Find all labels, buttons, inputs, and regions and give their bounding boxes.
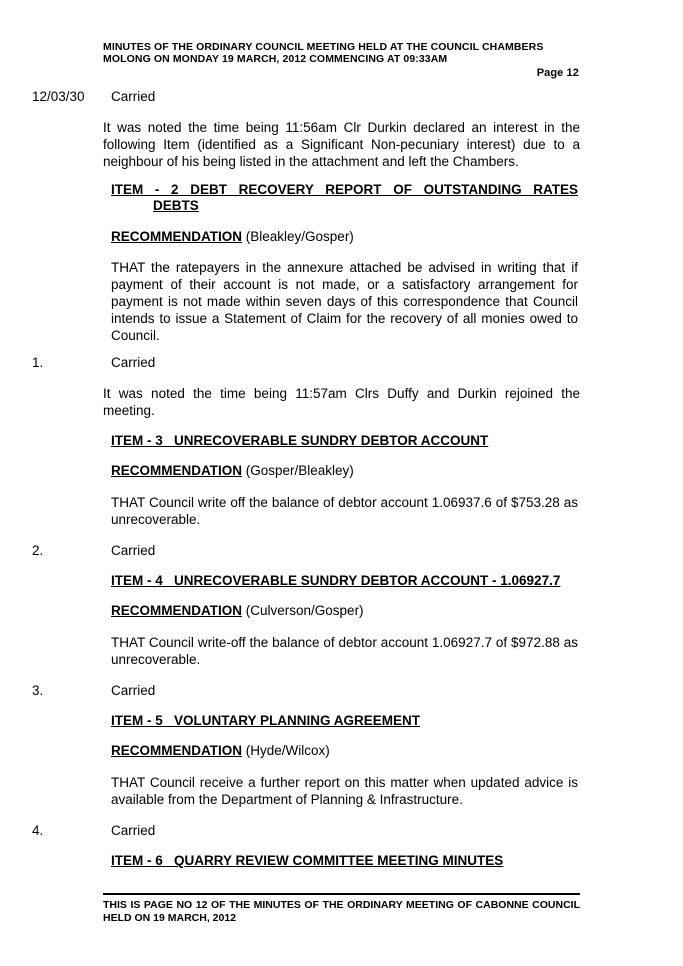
item-2-number: 1. bbox=[32, 355, 44, 370]
item-3-title: ITEM - 3 UNRECOVERABLE SUNDRY DEBTOR ACCOUNT bbox=[111, 433, 489, 448]
item-2-recommendation bbox=[111, 228, 354, 245]
note-rejoined: It was noted the time being 11:57am Clrs Duffy and Durkin rejoined the meeting. bbox=[103, 386, 580, 418]
recommendation-movers: (Culverson/Gosper) bbox=[245, 603, 364, 618]
item-6-title: ITEM - 6 QUARRY REVIEW COMMITTEE MEETING MINUTES bbox=[111, 853, 504, 868]
header-line-2: MOLONG ON MONDAY 19 MARCH, 2012 COMMENCING AT 09:33AM bbox=[103, 53, 448, 65]
item-2-title-line-2: DEBTS bbox=[153, 198, 199, 213]
item-4-resolution-text: THAT Council write-off the balance of debtor account 1.06927.7 of $972.88 as unrecoverable. bbox=[111, 635, 578, 667]
resolution-status: Carried bbox=[111, 89, 156, 104]
recommendation-label: RECOMMENDATION bbox=[111, 229, 242, 244]
recommendation-label: RECOMMENDATION bbox=[111, 603, 242, 618]
recommendation-movers: (Hyde/Wilcox) bbox=[245, 743, 330, 758]
recommendation-label: RECOMMENDATION bbox=[111, 743, 242, 758]
resolution-number: 12/03/30 bbox=[32, 89, 85, 104]
item-2-status: Carried bbox=[111, 355, 156, 370]
item-4-status: Carried bbox=[111, 683, 156, 698]
recommendation-label: RECOMMENDATION bbox=[111, 463, 242, 478]
item-2-resolution-text: THAT the ratepayers in the annexure attached be advised in writing that if payment of their account is not made, or a satisfactory arrangement for payment is not made within seven days of this correspondence that Council intends to issue a Statement of Claim for the recovery of all monies owed to Council. bbox=[111, 260, 578, 343]
page-number: Page 12 bbox=[536, 67, 579, 79]
note-durkin-interest: It was noted the time being 11:56am Clr Durkin declared an interest in the following Item (identified as a Significant Non-pecuniary interest) due to a neighbour of his being listed in the attachment and left the Chambers. bbox=[103, 120, 580, 169]
item-5-resolution-text: THAT Council receive a further report on this matter when updated advice is available from the Department of Planning & Infrastructure. bbox=[111, 775, 578, 807]
item-5-recommendation bbox=[111, 742, 330, 759]
item-2-title-line-1: ITEM - 2 DEBT RECOVERY REPORT OF OUTSTANDING RATES bbox=[111, 182, 578, 197]
item-4-number: 3. bbox=[32, 683, 44, 698]
item-5-status: Carried bbox=[111, 823, 156, 838]
item-3-status: Carried bbox=[111, 543, 156, 558]
footer-divider bbox=[103, 893, 580, 895]
item-4-title: ITEM - 4 UNRECOVERABLE SUNDRY DEBTOR ACCOUNT - 1.06927.7 bbox=[111, 573, 561, 588]
footer-text: THIS IS PAGE NO 12 OF THE MINUTES OF THE ORDINARY MEETING OF CABONNE COUNCIL HELD ON 19 MARCH, 2012 bbox=[103, 899, 580, 924]
item-3-resolution-text: THAT Council write off the balance of debtor account 1.06937.6 of $753.28 as unrecoverable. bbox=[111, 495, 578, 527]
item-5-number: 4. bbox=[32, 823, 44, 838]
recommendation-movers: (Bleakley/Gosper) bbox=[245, 229, 354, 244]
recommendation-movers: (Gosper/Bleakley) bbox=[245, 463, 354, 478]
item-5-title: ITEM - 5 VOLUNTARY PLANNING AGREEMENT bbox=[111, 713, 421, 728]
header-line-1: MINUTES OF THE ORDINARY COUNCIL MEETING HELD AT THE COUNCIL CHAMBERS bbox=[103, 41, 544, 53]
item-3-number: 2. bbox=[32, 543, 44, 558]
item-4-recommendation bbox=[111, 602, 364, 619]
item-3-recommendation bbox=[111, 462, 354, 479]
